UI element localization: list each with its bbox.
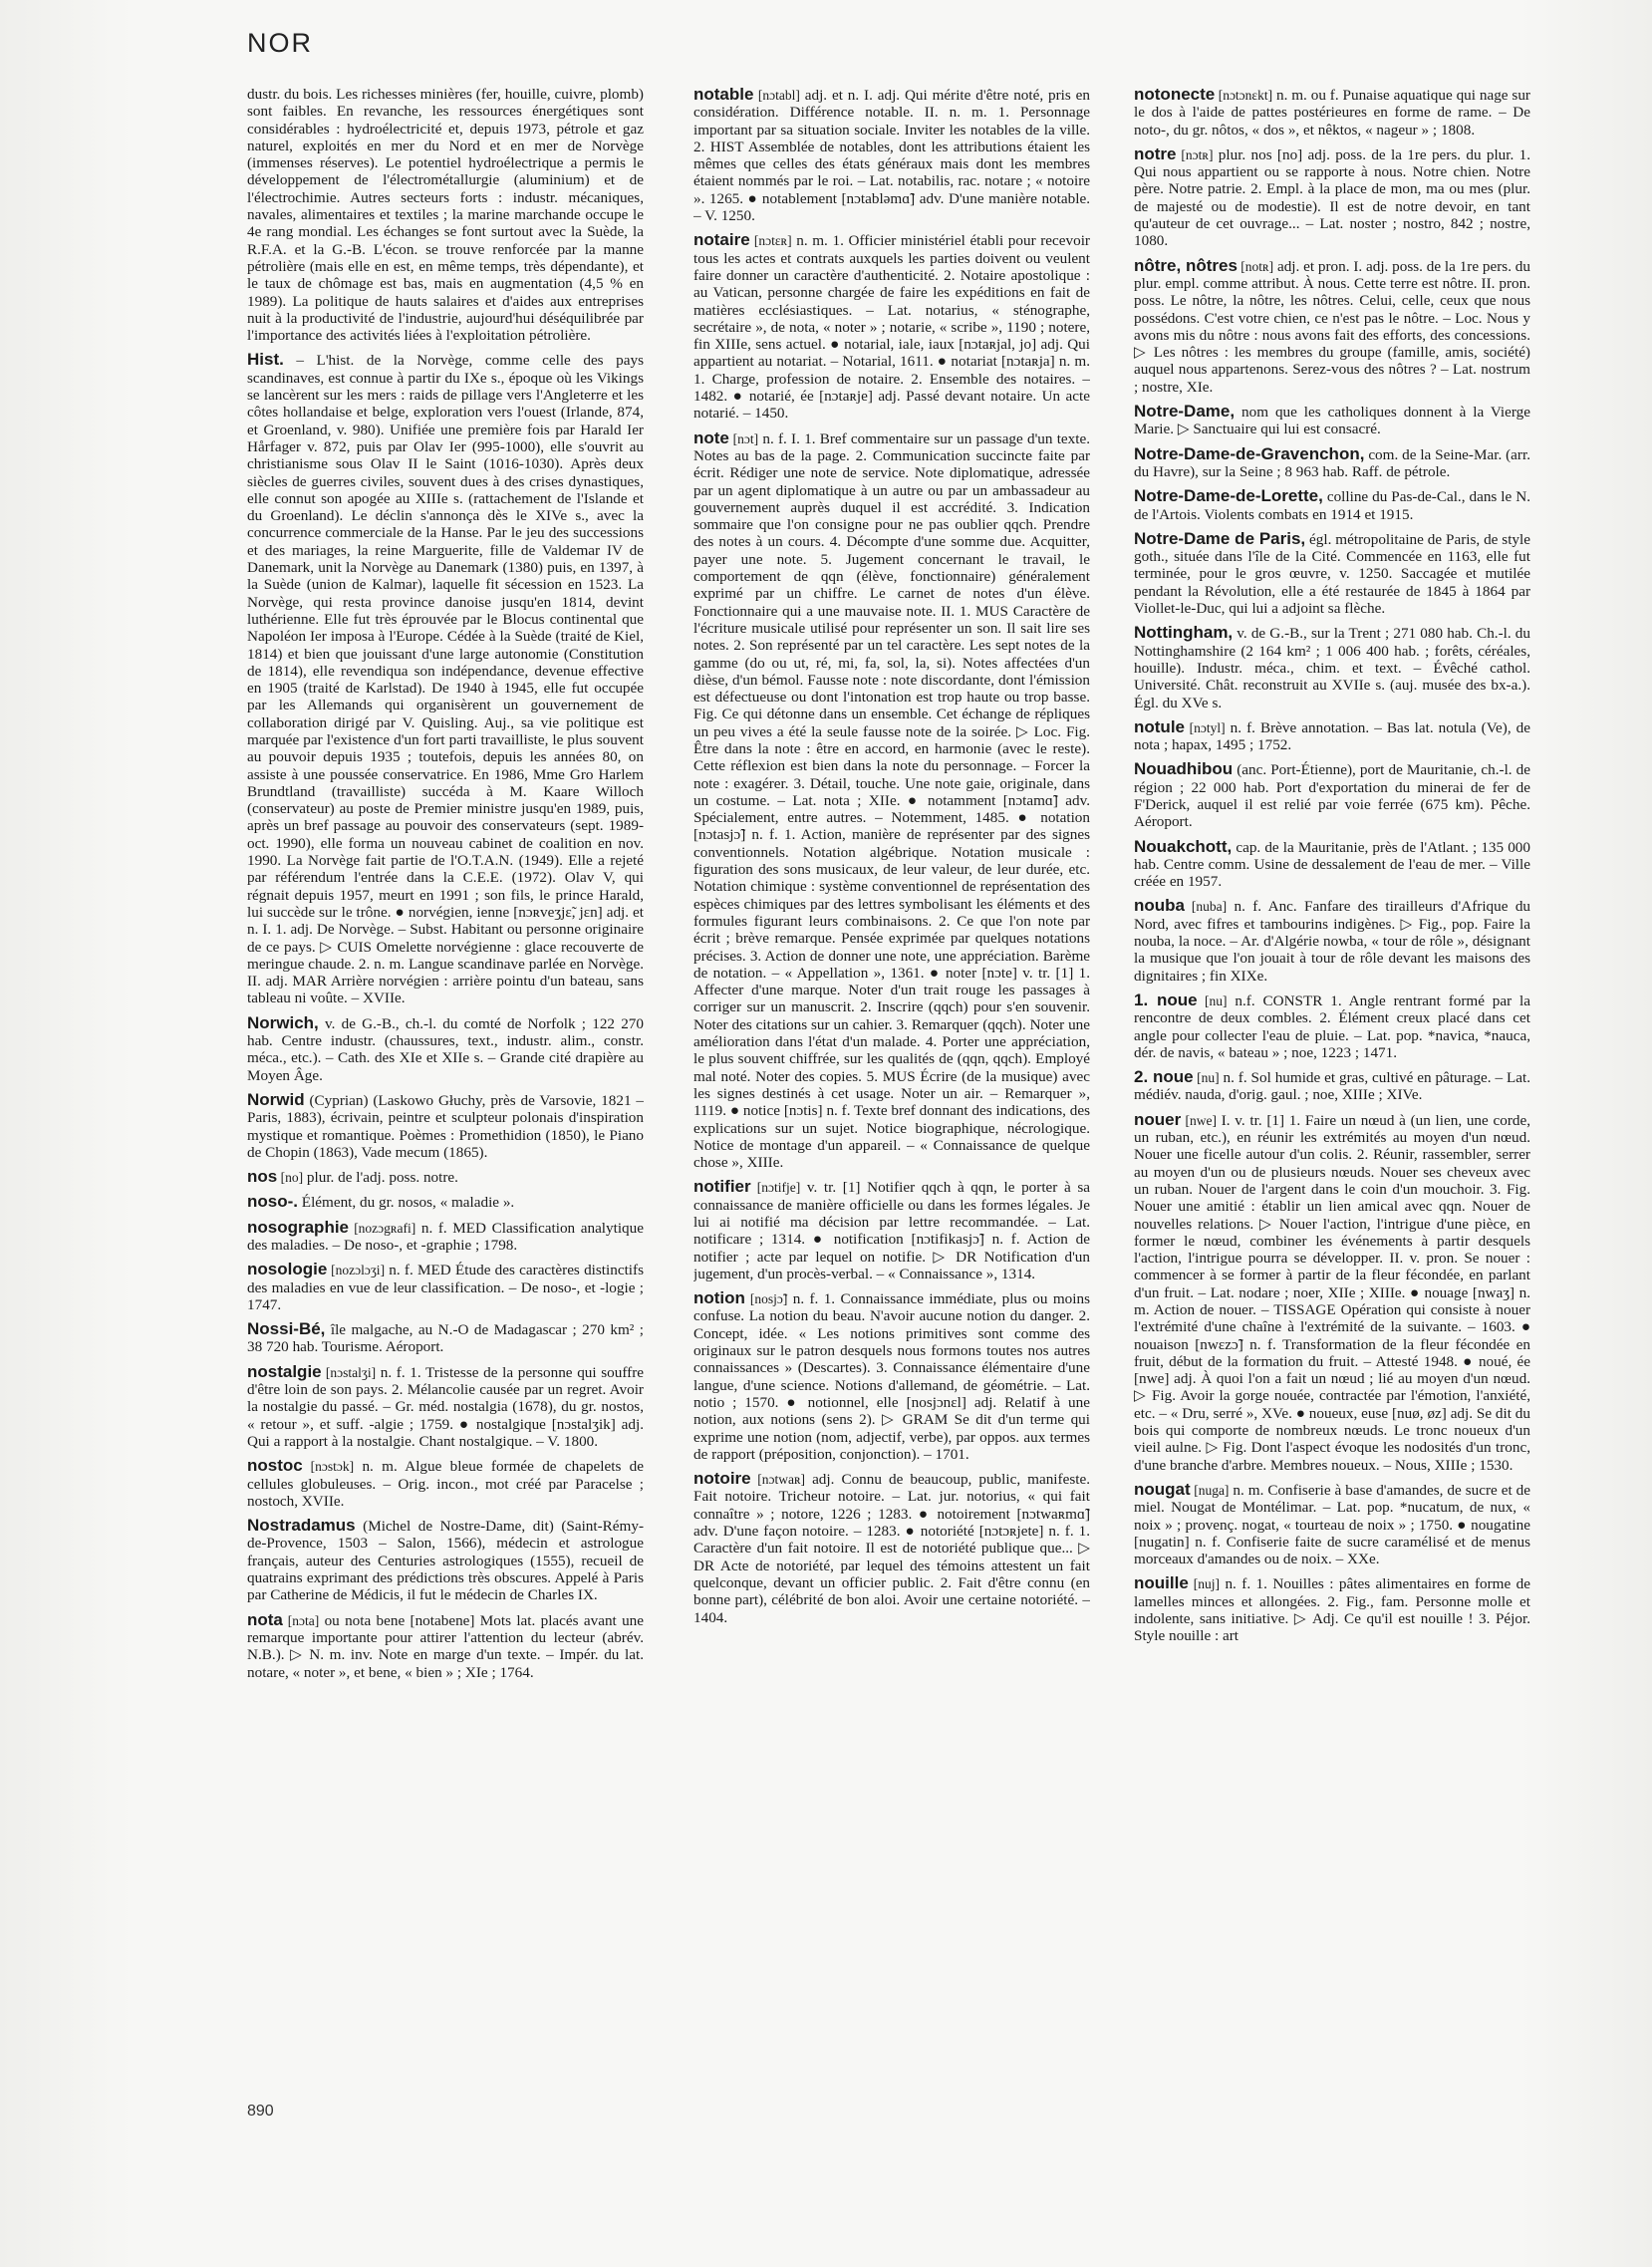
entry-definition: n. f. I. 1. Bref commentaire sur un passage d'un texte. Notes au bas de la page. 2. Communication succincte faite par écrit. Rédiger une note de service. Note diplomatique, adressée par un agent diplomatique à un autre ou par un ambassadeur au gouvernement auprès duquel il est accrédité. 3. Indication sommaire que l'on consigne pour ne pas oublier qqch. Prendre des notes à un cours. 4. Décompte d'une somme due. Acquitter, payer une note. 5. Jugement concernant le travail, le comportement de qqn (élève, fonctionnaire) généralement exprimé par un chiffre. Le carnet de notes d'un élève. Fonctionnaire qui a une mauvaise note. II. 1. MUS Caractère de l'écriture musicale utilisé pour représenter un son. Il sait lire ses notes. 2. Son représenté par un tel caractère. Les sept notes de la gamme (do ou ut, ré, mi, fa, sol, la, si). Notes affectées d'un dièse, d'un bémol. Fausse note : note discordante, dont l'émission est défectueuse ou dont l'intonation est trop haute ou trop basse. Fig. Ce qui détonne dans un ensemble. Cet échange de répliques un peu vives a été la seule fausse note de la soirée. ▷ Loc. Fig. Être dans la note : être en accord, en harmonie (avec le reste). Cette réflexion est bien dans la note du personnage. – Forcer la note : exagérer. 3. Détail, touche. Une note gaie, originale, dans un costume. – Lat. nota ; XIIe. ● notamment [nɔtamɑ̃] adv. Spécialement, entre autres. – Notemment, 1485. ● notation [nɔtasjɔ̃] n. f. 1. Action, manière de représenter par des signes conventionnels. Notation algébrique. Notation musicale : figuration des sons musicaux, de leur valeur, de leur durée, etc. Notation chimique : système conventionnel de représentation des espèces chimiques par des lettres symbolisant les éléments et des formules figurant leurs combinaisons. 2. Ce que l'on note par écrit ; brève remarque. Pensée exprimée par quelques notations précises. 3. Action de donner une note, une appréciation. Barème de notation. – « Appellation », 1361. ● noter [nɔte] v. tr. [1] 1. Affecter d'une marque. Noter d'un trait rouge les passages à corriger sur un manuscrit. 2. Inscrire (qqch) pour s'en souvenir. Noter des citations sur un cahier. 3. Remarquer (qqch). Noter une amélioration dans l'état d'un malade. 4. Porter une appréciation, le plus souvent chiffrée, sur les qualités de (qqn, qqch). Employé mal noté. Noter des copies. 5. MUS Écrire (de la musique) avec les signes destinés à cet usage. Noter un air. – Remarquer », 1119. ● notice [nɔtis] n. f. Texte bref donnant des indications, des explications sur un sujet. Notice biographique, nécrologique. Notice de montage d'un appareil. – « Connaissance de quelque chose », XIIIe. — [693, 429, 1090, 1172]
dictionary-entry — [247, 1457, 644, 1510]
entry-pronunciation: [nu] — [1197, 992, 1228, 1008]
entry-headword: notonecte — [1134, 86, 1216, 104]
entry-definition: (Michel de Nostre-Dame, dit) (Saint-Rémy-de-Provence, 1503 – Salon, 1566), médecin et astrologue français, auteur des Centuries astrologiques (1555), recueil de quatrains exprimant des prédictions très obscures. Appelé à Paris par Catherine de Médicis, il fut le médecin de Charles IX. — [247, 1518, 644, 1604]
dictionary-entry — [1134, 718, 1530, 754]
entry-headword: Notre-Dame de Paris, — [1134, 528, 1306, 548]
dictionary-entry — [1134, 897, 1530, 984]
entry-pronunciation: [nu] — [1193, 1070, 1220, 1086]
entry-pronunciation: [nɔtɔnɛkt] — [1215, 88, 1273, 103]
dictionary-entry — [1134, 403, 1530, 438]
dictionary-entry — [247, 86, 644, 344]
dictionary-entry — [693, 1289, 1090, 1463]
entry-headword: notifier — [693, 1177, 751, 1197]
entry-definition: n. f. Brève annotation. – Bas lat. notula (Ve), de nota ; hapax, 1495 ; 1752. — [1134, 718, 1530, 754]
entry-headword: notre — [1134, 143, 1177, 163]
dictionary-entry — [1134, 1111, 1530, 1474]
entry-pronunciation: [notʀ] — [1237, 258, 1274, 274]
entry-pronunciation: [nuj] — [1188, 1576, 1221, 1592]
entry-pronunciation: [nɔstalʒi] — [321, 1364, 377, 1380]
dictionary-entry — [1134, 1068, 1530, 1104]
entry-headword: Notre-Dame-de-Gravenchon, — [1134, 443, 1365, 463]
entry-definition: n. m. ou f. Punaise aquatique qui nage sur le dos à l'aide de pattes postérieures en forme de rame. – De noto-, du gr. nôtos, « dos », et nêktos, « nageur » ; 1808. — [1134, 87, 1530, 139]
entry-headword: notaire — [693, 230, 750, 250]
entry-definition: adj. Connu de beaucoup, public, manifeste. Fait notoire. Tricheur notoire. – Lat. jur. notorius, « qui fait connaître » ; notore, 1226 ; 1283. ● notoirement [nɔtwaʀmɑ̃] adv. D'une façon notoire. – 1283. ● notoriété [nɔtɔʀjete] n. f. 1. Caractère d'un fait notoire. Il est de notoriété publique que... ▷ DR Acte de notoriété, par lequel des témoins attestent un fait quelconque, devant un officier public. 2. Fait d'être connu (en bonne part), célébrité de bon aloi. Avoir une certaine notoriété. – 1404. — [693, 1471, 1090, 1626]
entry-definition: v. tr. [1] Notifier qqch à qqn, le porter à sa connaissance de manière officielle ou dans les formes légales. Je lui ai notifié ma décision par lettre recommandée. – Lat. notificare ; 1314. ● notification [nɔtifikasjɔ̃] n. f. Action de notifier ; acte par lequel on notifie. ▷ DR Notification d'un jugement, d'un procès-verbal. – « Connaissance », 1314. — [693, 1179, 1090, 1282]
entry-headword: nos — [247, 1167, 278, 1187]
entry-headword: Norwid — [247, 1089, 305, 1109]
entry-pronunciation: [nozɔgʀafi] — [349, 1220, 416, 1236]
dictionary-entry — [247, 1091, 644, 1161]
entry-definition: île malgache, au N.-O de Madagascar ; 270 km² ; 38 720 hab. Tourisme. Aéroport. — [247, 1321, 644, 1356]
entry-definition: v. de G.-B., sur la Trent ; 271 080 hab. Ch.-l. du Nottinghamshire (2 164 km² ; 1 006 400 hab. ; forêts, céréales, houille). Industr. méca., chim. et text. – Évêché cathol. Université. Chât. reconstruit au XVIIe s. (auj. musée des bx-a.). Égl. du XVe s. — [1134, 625, 1530, 711]
dictionary-entry — [247, 1219, 644, 1255]
dictionary-entry — [1134, 145, 1530, 250]
entry-headword: nota — [247, 1609, 283, 1629]
entry-definition: dustr. du bois. Les richesses minières (fer, houille, cuivre, plomb) sont faibles. En revanche, les ressources énergétiques sont considérables : hydroélectricité et, depuis 1973, pétrole et gaz naturel, exploités en mer du Nord et en mer de Norvège (immenses réserves). Le potentiel hydroélectrique a permis le développement de l'électrométallurgie (aluminium) et de l'électrochimie. Autres secteurs forts : industr. mécaniques, navales, alimentaires et textiles ; la marine marchande occupe le 4e rang mondial. Les échanges se font surtout avec la Suède, la R.F.A. et la G.-B. L'écon. se trouve renforcée par la manne pétrolière (mais elle en est, en même temps, très dépendante), et le taux de chômage est bas, mais en augmentation (4,5 % en 1989). La politique de hauts salaires et d'aides aux entreprises nuit à la productivité de l'industrie, aujourd'hui déséquilibrée par l'importance des activités liées à l'exploitation pétrolière. — [247, 86, 644, 345]
column-2 — [693, 86, 1090, 2079]
entry-definition: I. v. tr. [1] 1. Faire un nœud à (un lien, une corde, un ruban, etc.), en réunir les extrémités au moyen d'un nœud. Nouer une ficelle autour d'un colis. 2. Réunir, rassembler, serrer au moyen d'un ou de plusieurs nœuds. Nouer ses cheveux avec un ruban. Nouer de l'argent dans le coin d'un mouchoir. 3. Fig. Nouer une amitié : établir un lien amical avec qqn. Nouer de nouvelles relations. ▷ Nouer l'action, l'intrigue d'une pièce, en former le nœud, combiner les événements à partir desquels l'action, l'intrigue pourra se développer. II. v. pron. Se nouer : commencer à se former à partir de la fleur fécondée, en parlant d'un fruit. – Lat. nodare ; noer, XIIe ; XIIIe. ● nouage [nwaʒ] n. m. Action de nouer. – TISSAGE Opération qui consiste à nouer l'extrémité d'une chaîne à l'extrémité de la suivante. – 1603. ● nouaison [nwɛzɔ̃] n. f. Transformation de la fleur fécondée en fruit, début de la formation du fruit. – Attesté 1948. ● noué, ée [nwe] adj. À quoi l'on a fait un nœud ; lié au moyen d'un nœud. ▷ Fig. Avoir la gorge nouée, contractée par l'émotion, l'anxiété, etc. – « Dru, serré », XVe. ● noueux, euse [nuø, øz] adj. Se dit du bois qui comporte de nombreux nœuds. Le tronc noueux d'un vieil aulne. ▷ Fig. Dont l'aspect évoque les nodosités d'un tronc, d'une branche d'arbre. Membres noueux. – Nous, XIIIe ; 1530. — [1134, 1111, 1530, 1474]
entry-definition: n.f. CONSTR 1. Angle rentrant formé par la rencontre de deux combles. 2. Élément creux placé dans cet angle pour collecter l'eau de pluie. – Lat. pop. *navica, *nauca, dér. de navis, « bateau » ; noe, 1223 ; 1471. — [1134, 992, 1530, 1061]
entry-headword: nosologie — [247, 1260, 328, 1279]
entry-definition: plur. nos [no] adj. poss. de la 1re pers. du plur. 1. Qui nous appartient ou se rapporte à nous. Notre chien. Notre père. Notre patrie. 2. Empl. à la place de mon, ma ou mes (plur. de majesté ou de modestie). Il est de notre devoir, en tant qu'auteur de cet ouvrage... – Lat. noster ; nostro, 842 ; nostre, 1080. — [1134, 145, 1530, 250]
entry-definition: – L'hist. de la Norvège, comme celle des pays scandinaves, est connue à partir du IXe s., époque où les Vikings se lancèrent sur les mers : raids de pillage vers l'Angleterre et les côtes hollandaise et belge, exploration vers l'ouest (Irlande, 874, et Groenland, v. 980). Unifiée une première fois par Harald Ier Hårfager v. 872, puis par Olav Ier (995-1000), elle s'ouvrit au christianisme sous Olav II le Saint (1016-1030). Après deux siècles de guerres civiles, souvent dues à des crises dynastiques, elle connut son apogée au XIIIe s. (rattachement de l'Islande et du Groenland). Le déclin s'annonça dès le XIVe s., avec la concurrence commerciale de la Hanse. Par le jeu des successions et des mariages, la reine Marguerite, fille de Valdemar IV de Danemark, unit la Norvège au Danemark (1380) puis, en 1397, à la Suède (union de Kalmar), laquelle fit sécession en 1523. La Norvège, qui resta province danoise jusqu'en 1814, devint luthérienne. Elle fut très éprouvée par le Blocus continental que Napoléon Ier imposa à l'Europe. Cédée à la Suède (traité de Kiel, 1814) et bien que jouissant d'une large autonomie (Constitution de 1814), elle revendiqua son indépendance, devenue effective en 1905 (traité de Karlstad). De 1940 à 1945, elle fut occupée par les Allemands qui organisèrent un gouvernement de collaboration dirigé par V. Quisling. Auj., sa vie politique est marquée par l'existence d'un fort parti travailliste, le plus souvent au pouvoir depuis 1935 ; toutefois, depuis les années 80, on assiste à une poussée conservatrice. En 1986, Mme Gro Harlem Brundtland (travailliste) succéda à M. Kaare Willoch (conservateur) au poste de Premier ministre jusqu'en 1989, puis, après un bref passage au pouvoir des conservateurs (sept. 1989-oct. 1990), elle forma un nouveau cabinet de coalition en nov. 1990. La Norvège fait partie de l'O.T.A.N. (1949). Elle a rejeté par référendum l'entrée dans la C.E.E. (1972). Olav V, qui régnait depuis 1957, meurt en 1991 ; son fils, le prince Harald, lui succède sur le trône. ● norvégien, ienne [nɔʀveʒjɛ̃, jɛn] adj. et n. I. 1. adj. De Norvège. – Subst. Habitant ou personne originaire de ce pays. ▷ CUIS Omelette norvégienne : glace recouverte de meringue chaude. 2. n. m. Langue scandinave parlée en Norvège. II. adj. MAR Arrière norvégien : arrière pointu d'un bateau, sans tableau ni voûte. – XVIIe. — [247, 352, 644, 1007]
entry-headword: Notre-Dame-de-Lorette, — [1134, 486, 1323, 506]
page-number: 890 — [247, 2103, 274, 2120]
entry-headword: nosographie — [247, 1217, 350, 1237]
entry-headword: nôtre, nôtres — [1134, 255, 1238, 275]
entry-pronunciation: [nɔtabl] — [753, 88, 800, 103]
entry-headword: Notre-Dame, — [1134, 402, 1236, 422]
dictionary-entry — [247, 1517, 644, 1603]
dictionary-entry — [247, 1320, 644, 1356]
entry-definition: (Cyprian) (Laskowo Głuchy, près de Varsovie, 1821 – Paris, 1883), écrivain, peintre et sculpteur polonais d'inspiration mystique et romantique. Poèmes : Promethidion (1850), le Piano de Chopin (1863), Vade mecum (1865). — [247, 1091, 644, 1161]
entry-headword: Nouakchott, — [1134, 836, 1233, 856]
entry-definition: adj. et pron. I. adj. poss. de la 1re pers. du plur. empl. comme attribut. À nous. Cette terre est nôtre. II. pron. poss. Le nôtre, la nôtre, les nôtres. Celui, celle, ceux que nous possédons. C'est votre chien, ce n'est pas le nôtre. – Loc. Nous y avons mis du nôtre : nous avons fait des efforts, des concessions. ▷ Les nôtres : les membres du groupe (famille, amis, société) auquel nous appartenons. Serez-vous des nôtres ? – Lat. nostrum ; nostre, XIe. — [1134, 257, 1530, 396]
entry-definition: n. f. Sol humide et gras, cultivé en pâturage. – Lat. médiév. nauda, d'orig. gaul. ; noe, XIIIe ; XIVe. — [1134, 1069, 1530, 1104]
entry-definition: adj. et n. I. adj. Qui mérite d'être noté, pris en considération. Différence notable. II. n. m. 1. Personnage important par sa situation sociale. Inviter les notables de la ville. 2. HIST Assemblée de notables, dont les attributions étaient les mêmes que celles des états généraux mais dont les membres étaient nommés par le roi. – Lat. notabilis, rac. notare ; « notoire ». 1265. ● notablement [nɔtabləmɑ̃] adv. D'une manière notable. – V. 1250. — [693, 87, 1090, 225]
entry-headword: Nottingham, — [1134, 623, 1234, 643]
entry-definition: Élément, du gr. nosos, « maladie ». — [298, 1194, 515, 1212]
dictionary-entry — [693, 1470, 1090, 1626]
entry-pronunciation: [nɔtyl] — [1185, 719, 1226, 735]
entry-pronunciation: [nɔtifje] — [750, 1180, 801, 1196]
dictionary-entry — [1134, 624, 1530, 710]
dictionary-entry — [247, 1193, 644, 1211]
dictionary-entry — [247, 1168, 644, 1186]
entry-headword: nostoc — [247, 1456, 303, 1476]
entry-headword: Nouadhibou — [1134, 759, 1234, 779]
entry-headword: 1. noue — [1134, 990, 1198, 1009]
entry-headword: Nostradamus — [247, 1516, 356, 1536]
dictionary-entry — [1134, 257, 1530, 396]
dictionary-entry — [1134, 760, 1530, 830]
dictionary-entry — [247, 1261, 644, 1313]
entry-headword: notoire — [693, 1469, 751, 1489]
dictionary-entry — [1134, 86, 1530, 139]
running-head: NOR — [247, 28, 313, 58]
dictionary-entry — [247, 1014, 644, 1084]
dictionary-entry — [1134, 838, 1530, 891]
entry-definition: com. de la Seine-Mar. (arr. du Havre), sur la Seine ; 8 963 hab. Raff. de pétrole. — [1134, 445, 1530, 480]
entry-definition: égl. métropolitaine de Paris, de style goth., située dans l'île de la Cité. Commencée en 1163, elle fut terminée, pour le gros œuvre, v. 1250. Saccagée et mutilée pendant la Révolution, elle a été restaurée de 1845 à 1864 par Viollet-le-Duc, qui lui a adjoint sa flèche. — [1134, 530, 1530, 618]
dictionary-entry — [1134, 992, 1530, 1061]
entry-definition: ou nota bene [notabene] Mots lat. placés avant une remarque importante pour attirer l'attention du lecteur (abrév. N.B.). ▷ N. m. inv. Note en marge d'un texte. – Impér. du lat. notare, « noter », et bene, « bien » ; XIe ; 1764. — [247, 1611, 644, 1681]
entry-definition: n. f. 1. Nouilles : pâtes alimentaires en forme de lamelles minces et allongées. 2. Fig., fam. Personne molle et indolente, sans initiative. ▷ Adj. Ce qu'il est nouille ! 3. Péjor. Style nouille : art — [1134, 1575, 1530, 1645]
entry-definition: colline du Pas-de-Cal., dans le N. de l'Artois. Violents combats en 1914 et 1915. — [1134, 488, 1530, 523]
entry-pronunciation: [nosjɔ̃] — [744, 1291, 788, 1307]
entry-headword: notion — [693, 1288, 745, 1308]
dictionary-entry — [693, 231, 1090, 422]
entry-headword: Nossi-Bé, — [247, 1319, 326, 1339]
dictionary-entry — [247, 1363, 644, 1450]
entry-definition: n. f. 1. Connaissance immédiate, plus ou moins confuse. La notion du beau. N'avoir aucune notion du danger. 2. Concept, idée. « Les notions primitives sont comme des originaux sur le patron desquels nous formons toutes nos autres connaissances » (Descartes). 3. Connaissance élémentaire d'une langue, d'une science. Notions d'allemand, de géométrie. – Lat. notio ; 1570. ● notionnel, elle [nosjɔnɛl] adj. Relatif à une notion, aux notions (sens 2). ▷ GRAM Se dit d'un terme qui exprime une notion (nom, adjectif, verbe), par oppos. aux termes de rapport (préposition, conjonction). – 1701. — [693, 1290, 1090, 1463]
entry-definition: n. f. MED Classification analytique des maladies. – De noso-, et -graphie ; 1798. — [247, 1219, 644, 1254]
entry-headword: nouba — [1134, 896, 1185, 916]
entry-pronunciation: [nwe] — [1181, 1112, 1218, 1128]
dictionary-entry — [1134, 1481, 1530, 1567]
column-1 — [247, 86, 644, 2079]
entry-headword: note — [693, 427, 729, 447]
entry-definition: v. de G.-B., ch.-l. du comté de Norfolk ; 122 270 hab. Centre industr. (chaussures, text., industr. alim., constr. méca., etc.). – Cath. des XIe et XIIe s. – Grande cité drapière au Moyen Âge. — [247, 1014, 644, 1084]
dictionary-entry — [693, 1178, 1090, 1282]
dictionary-entry — [1134, 1574, 1530, 1644]
entry-definition: plur. de l'adj. poss. notre. — [303, 1169, 458, 1187]
entry-definition: n. f. Anc. Fanfare des tirailleurs d'Afrique du Nord, avec fifres et tambourins indigènes. ▷ Fig., pop. Faire la nouba, la noce. – Ar. d'Algérie nowba, « tour de rôle », désignant la musique que l'on jouait à tour de rôle devant les maisons des dignitaires ; fin XIXe. — [1134, 898, 1530, 985]
entry-headword: Norwich, — [247, 1012, 319, 1032]
entry-definition: n. f. 1. Tristesse de la personne qui souffre d'être loin de son pays. 2. Mélancolie causée par un regret. Avoir la nostalgie du passé. – Gr. méd. nostalgia (1678), du gr. nostos, « retour », et suff. -algie ; 1759. ● nostalgique [nɔstalʒik] adj. Qui a rapport à la nostalgie. Chant nostalgique. – V. 1800. — [247, 1363, 644, 1450]
entry-definition: nom que les catholiques donnent à la Vierge Marie. ▷ Sanctuaire qui lui est consacré. — [1134, 404, 1530, 438]
entry-headword: notule — [1134, 716, 1185, 736]
dictionary-entry — [693, 429, 1090, 1172]
entry-pronunciation: [nɔstɔk] — [302, 1459, 355, 1475]
entry-definition: cap. de la Mauritanie, près de l'Atlant. ; 135 000 hab. Centre comm. Usine de dessalement de l'eau de mer. – Ville créée en 1957. — [1134, 838, 1530, 891]
entry-headword: nouille — [1134, 1573, 1189, 1593]
dictionary-entry — [1134, 445, 1530, 481]
entry-pronunciation: [nɔtwaʀ] — [750, 1472, 806, 1488]
dictionary-entry — [1134, 487, 1530, 523]
dictionary-entry — [693, 86, 1090, 224]
text-columns — [247, 86, 1530, 2079]
entry-headword: notable — [693, 86, 754, 104]
entry-pronunciation: [nɔtɛʀ] — [749, 233, 792, 249]
entry-definition: n. m. 1. Officier ministériel établi pour recevoir tous les actes et contrats auxquels les parties doivent ou veulent faire donner un caractère d'authenticité. 2. Notaire apostolique : au Vatican, personne chargée de faire les expéditions en fait de matières ecclésiastiques. – Lat. notarius, « sténographe, secrétaire », de nota, « noter » ; notarie, « scribe », 1190 ; notere, fin XIIIe, sens actuel. ● notarial, iale, iaux [nɔtaʀjal, jo] adj. Qui appartient au notariat. – Notarial, 1611. ● notariat [nɔtaʀja] n. m. 1. Charge, profession de notaire. 2. Ensemble des notaires. – 1482. ● notarié, ée [nɔtaʀje] adj. Passé devant notaire. Un acte notarié. – 1450. — [693, 232, 1090, 423]
entry-pronunciation: [nuga] — [1190, 1482, 1230, 1498]
entry-headword: nougat — [1134, 1479, 1191, 1499]
dictionary-entry — [247, 351, 644, 1006]
entry-headword: 2. noue — [1134, 1067, 1194, 1087]
entry-pronunciation: [nɔta] — [282, 1612, 320, 1628]
entry-pronunciation: [nuba] — [1185, 899, 1228, 915]
column-3 — [1134, 86, 1530, 2079]
entry-headword: noso-. — [247, 1192, 298, 1212]
entry-definition: n. m. Confiserie à base d'amandes, de sucre et de miel. Nougat de Montélimar. – Lat. pop. *nucatum, de nux, « noix » ; provenç. nogat, « tourteau de noix » ; 1750. ● nougatine [nugatin] n. f. Confiserie faite de sucre caramélisé et de menus morceaux d'amandes ou de noix. – XXe. — [1134, 1481, 1530, 1568]
entry-definition: (anc. Port-Étienne), port de Mauritanie, ch.-l. de région ; 22 000 hab. Port d'exportation du minerai de fer de F'Derick, auquel il est relié par voie ferrée (675 km). Pêche. Aéroport. — [1134, 761, 1530, 831]
entry-definition: n. f. MED Étude des caractères distinctifs des maladies en vue de leur classification. – De noso-, et -logie ; 1747. — [247, 1262, 644, 1313]
entry-headword: Hist. — [247, 350, 284, 370]
dictionary-entry — [1134, 530, 1530, 617]
entry-definition: n. m. Algue bleue formée de chapelets de cellules globuleuses. – Orig. incon., mot créé par Paracelse ; nostoch, XVIIe. — [247, 1458, 644, 1510]
entry-headword: nouer — [1134, 1109, 1182, 1129]
entry-pronunciation: [nɔt] — [728, 430, 759, 446]
dictionary-entry — [247, 1611, 644, 1681]
entry-headword: nostalgie — [247, 1361, 322, 1381]
entry-pronunciation: [no] — [277, 1170, 304, 1186]
entry-pronunciation: [nozɔlɔʒi] — [327, 1263, 386, 1278]
entry-pronunciation: [nɔtʀ] — [1176, 146, 1214, 162]
